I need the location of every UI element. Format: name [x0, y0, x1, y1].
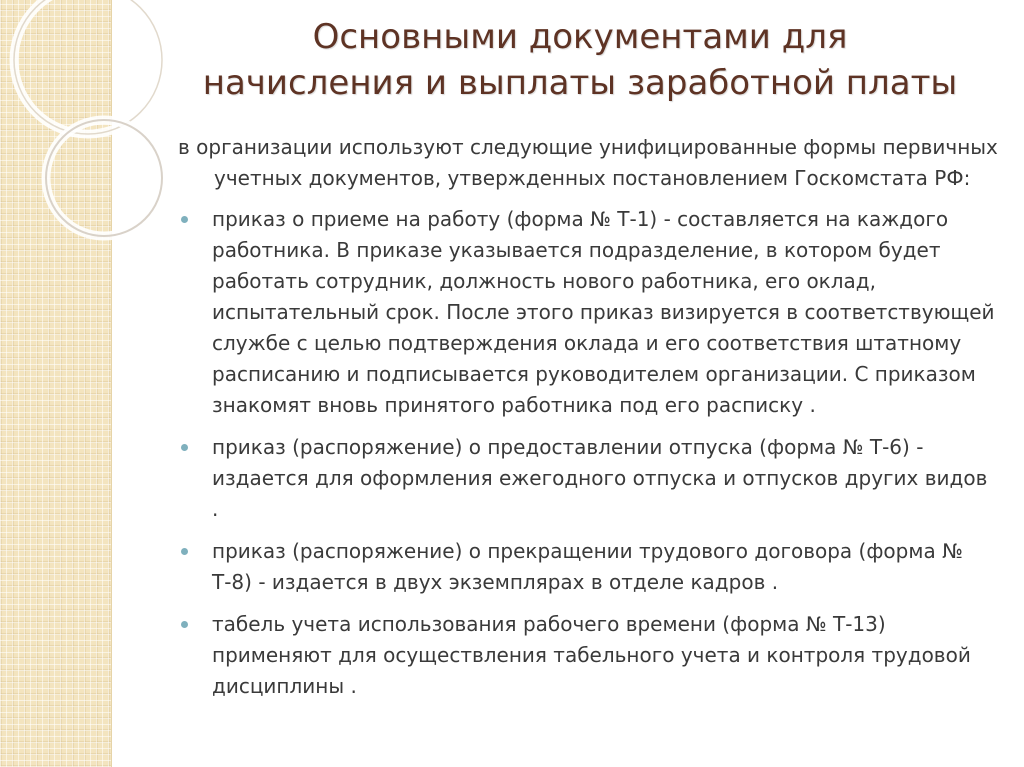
list-item-text: приказ о приеме на работу (форма № Т-1) - составляется на каждого работника. В приказе указывается подразделение, в котором будет работать сотрудник, должность нового работника, его оклад, испытательный срок. После этого приказ визируется в соответствующей службе с целью подтверждения оклада и его соответствия штатному расписанию и подписывается руководителем организации. С приказом знакомят вновь принятого работника под его расписку . — [212, 207, 995, 417]
slide-title-line-1: Основными документами для — [312, 17, 848, 57]
bullet-dot-icon — [181, 548, 188, 555]
bullet-list — [178, 204, 998, 702]
intro-paragraph: в организации используют следующие унифицированные формы первичных учетных документов, утвержденных постановлением Госкомстата РФ: — [178, 135, 998, 190]
list-item — [178, 432, 998, 525]
list-item-text: приказ (распоряжение) о предоставлении отпуска (форма № Т-6) - издается для оформления ежегодного отпуска и отпусков других видов . — [212, 435, 988, 521]
list-item — [178, 204, 998, 421]
side-pattern-panel — [0, 0, 112, 767]
list-item — [178, 609, 998, 702]
bullet-dot-icon — [181, 216, 188, 223]
bullet-dot-icon — [181, 444, 188, 451]
slide-title-line-2: начисления и выплаты заработной платы — [202, 63, 958, 103]
list-item — [178, 536, 998, 598]
slide-title — [150, 14, 1010, 106]
slide-body — [178, 132, 998, 713]
list-item-text: табель учета использования рабочего времени (форма № Т-13) применяют для осуществления табельного учета и контроля трудовой дисциплины . — [212, 612, 971, 698]
bullet-dot-icon — [181, 621, 188, 628]
list-item-text: приказ (распоряжение) о прекращении трудового договора (форма № Т-8) - издается в двух экземплярах в отделе кадров . — [212, 539, 963, 594]
